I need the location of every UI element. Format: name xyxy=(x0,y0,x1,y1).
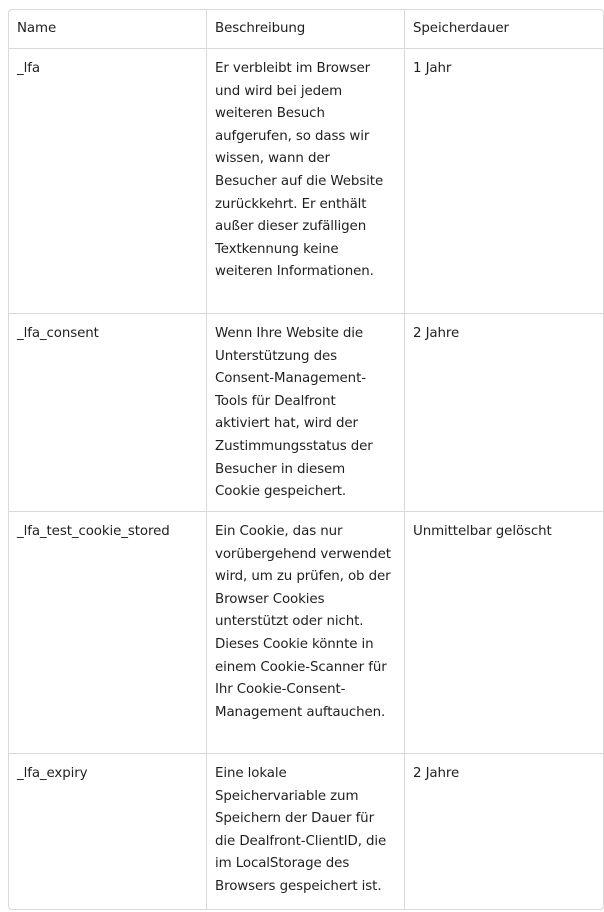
cookie-duration-cell: Unmittelbar gelöscht xyxy=(405,512,603,754)
table-row xyxy=(9,512,603,754)
column-header-name: Name xyxy=(9,10,207,49)
cookie-description-cell xyxy=(207,49,405,314)
column-header-duration: Speicherdauer xyxy=(405,10,603,49)
cookie-name-cell: _lfa xyxy=(9,49,207,314)
cookie-description-cell xyxy=(207,754,405,909)
cookie-table xyxy=(8,9,604,910)
table-header-row xyxy=(9,10,603,49)
table-row xyxy=(9,49,603,314)
column-header-description: Beschreibung xyxy=(207,10,405,49)
cookie-name-cell: _lfa_consent xyxy=(9,314,207,512)
cookie-name-cell: _lfa_expiry xyxy=(9,754,207,909)
cookie-description-cell xyxy=(207,314,405,512)
cookie-description: Ein Cookie, das nur vorübergehend verwendet wird, um zu prüfen, ob der Browser Cookies unterstützt oder nicht. Dieses Cookie könnte in einem Cookie-Scanner für Ihr Cookie-Consent-Management auftauchen. xyxy=(215,524,391,720)
cookie-table-container xyxy=(8,9,602,910)
cookie-description: Wenn Ihre Website die Unterstützung des Consent-Management-Tools für Dealfront aktiviert hat, wird der Zustimmungsstatus der Besucher in diesem Cookie gespeichert. xyxy=(215,326,373,500)
cookie-description-cell xyxy=(207,512,405,754)
cookie-duration-cell: 2 Jahre xyxy=(413,766,460,781)
cookie-name-cell: _lfa_test_cookie_stored xyxy=(9,512,207,754)
cookie-duration-cell: 2 Jahre xyxy=(405,314,603,512)
table-row xyxy=(9,754,603,909)
cookie-description: Eine lokale Speichervariable zum Speichern der Dauer für die Dealfront-ClientID, die im LocalStorage des Browsers gespeichert ist. xyxy=(215,766,387,894)
table-row xyxy=(9,314,603,512)
cookie-description: Er verbleibt im Browser und wird bei jedem weiteren Besuch aufgerufen, so dass wir wissen, wann der Besucher auf die Website zurückkehrt. Er enthält außer dieser zufälligen Textkennung keine weiteren Informationen. xyxy=(215,61,384,280)
cookie-duration-cell: 1 Jahr xyxy=(405,49,603,314)
